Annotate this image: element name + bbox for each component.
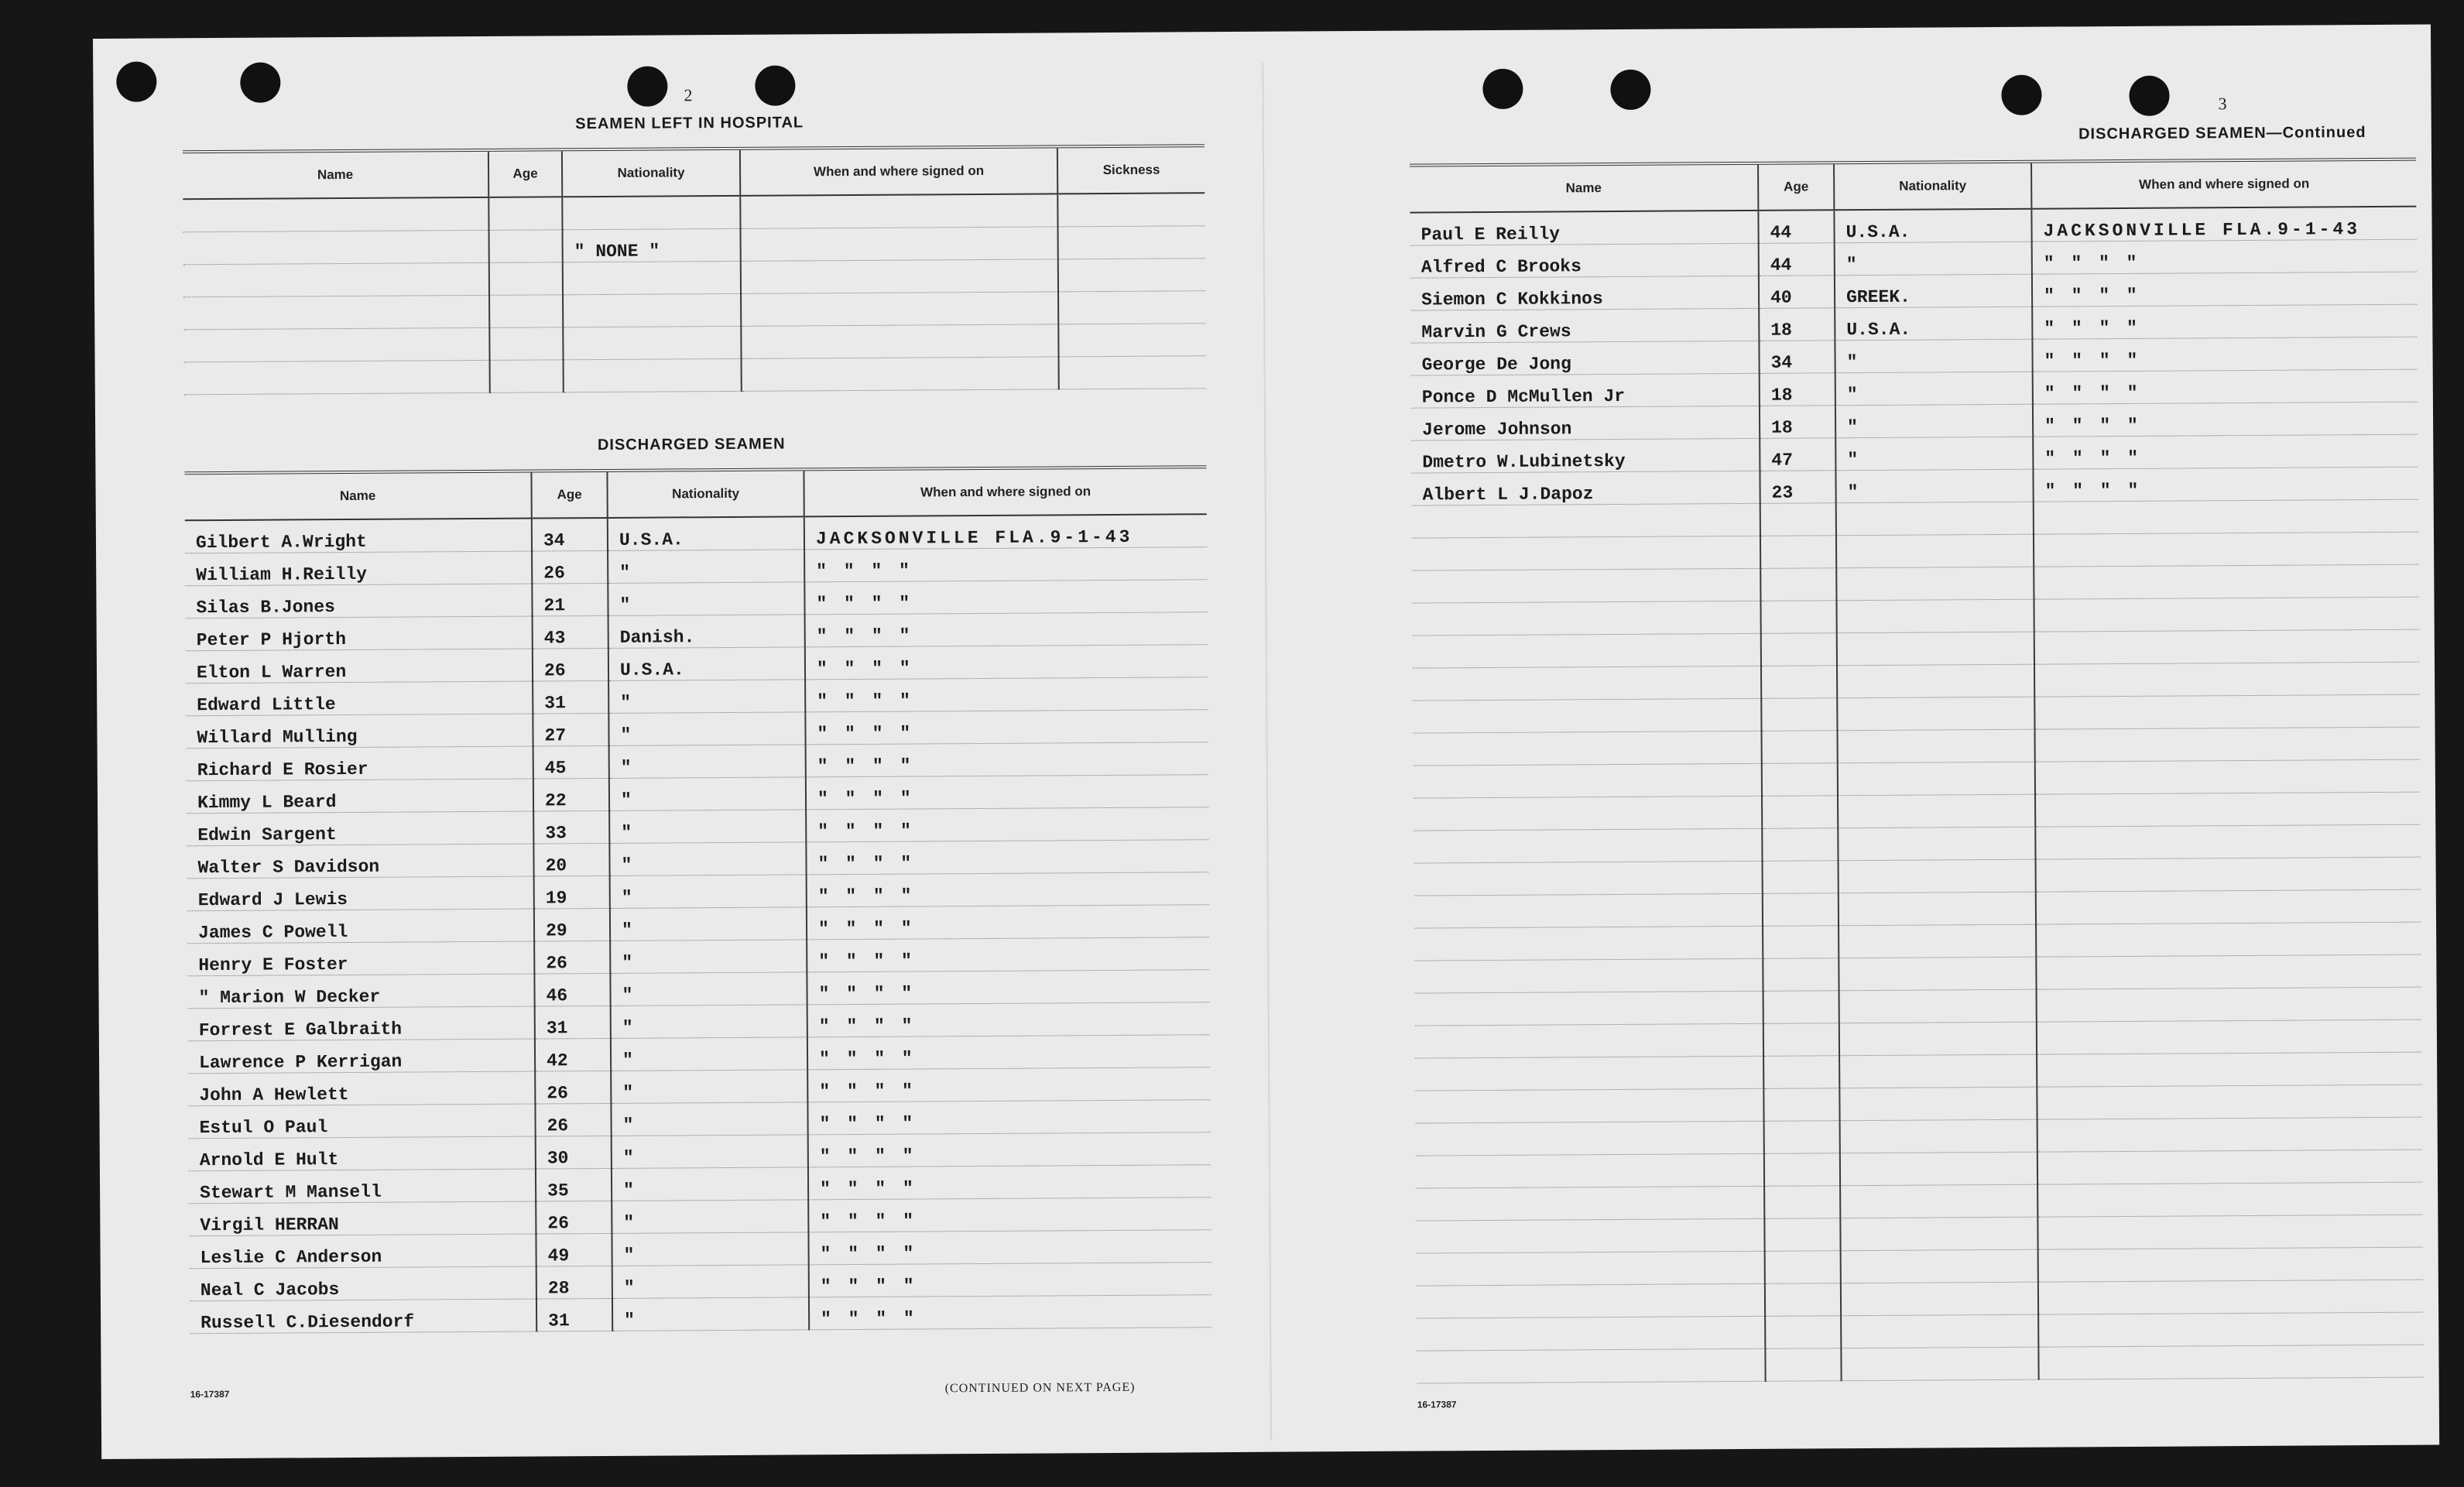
- row-signed-on: [2037, 1150, 2422, 1184]
- row-signed-on: " " " ": [809, 1263, 1211, 1297]
- column-header: Nationality: [1834, 162, 2031, 211]
- row-signed-on: [2034, 597, 2418, 632]
- row-age: 23: [1760, 471, 1835, 504]
- row-signed-on: " " " ": [807, 1035, 1210, 1070]
- row-signed-on: [2037, 1052, 2421, 1087]
- row-age: [1764, 1186, 1840, 1219]
- row-age: [1763, 1056, 1839, 1089]
- row-signed-on: [2037, 1215, 2422, 1249]
- row-age: 45: [533, 745, 609, 779]
- table-row: [190, 1295, 1211, 1334]
- row-name: [1412, 601, 1760, 636]
- row-signed-on: " " " ": [806, 742, 1208, 777]
- row-signed-on: " " " ": [2032, 239, 2417, 274]
- row-signed-on: [2036, 857, 2421, 892]
- row-age: 20: [533, 843, 609, 876]
- row-nationality: [1840, 1119, 2037, 1153]
- row-nationality: [1841, 1249, 2038, 1283]
- row-nationality: ": [608, 680, 805, 714]
- row-signed-on: " " " ": [807, 872, 1209, 907]
- row-nationality: [1838, 794, 2035, 828]
- row-signed-on: " " " ": [804, 580, 1207, 615]
- row-name: [1416, 1186, 1764, 1221]
- row-age: 42: [535, 1038, 611, 1071]
- row-age: 31: [535, 1006, 611, 1039]
- row-age: [1764, 1121, 1840, 1154]
- page-number: 2: [684, 85, 693, 105]
- row-signed-on: [2036, 922, 2421, 957]
- row-age: [1764, 1153, 1840, 1187]
- discharged-continued-title: DISCHARGED SEAMEN—Continued: [2078, 124, 2366, 143]
- discharged-section-title: DISCHARGED SEAMEN: [597, 435, 786, 454]
- row-nationality: [1836, 567, 2034, 601]
- column-header: Age: [531, 471, 607, 519]
- row-name: Russell C.Diesendorf: [190, 1299, 536, 1334]
- row-age: 29: [534, 908, 610, 941]
- row-name: [1415, 1088, 1763, 1123]
- column-header: When and where signed on: [740, 146, 1057, 196]
- hospital-section-title: SEAMEN LEFT IN HOSPITAL: [575, 114, 804, 133]
- row-name: Jerome Johnson: [1411, 406, 1760, 440]
- row-nationality: U.S.A.: [1834, 209, 2031, 243]
- row-name: Marvin G Crews: [1410, 308, 1759, 343]
- discharged-table: [184, 465, 1211, 1334]
- row-name: Peter P Hjorth: [186, 616, 533, 651]
- table-row: [185, 514, 1207, 553]
- row-name: Lawrence P Kerrigan: [188, 1039, 535, 1074]
- row-signed-on: [2037, 987, 2421, 1022]
- table-row: [1417, 1345, 2423, 1383]
- row-signed-on: [2038, 1312, 2423, 1347]
- row-name: [1413, 666, 1761, 701]
- row-nationality: ": [611, 1005, 807, 1039]
- row-age: [1763, 1088, 1839, 1122]
- row-signed-on: " " " ": [808, 1230, 1211, 1265]
- row-name: Stewart M Mansell: [189, 1169, 536, 1204]
- row-signed-on: " " " ": [807, 970, 1209, 1005]
- row-name: [1414, 893, 1763, 928]
- row-name: Gilbert A.Wright: [185, 519, 532, 553]
- continued-note: (CONTINUED ON NEXT PAGE): [944, 1380, 1136, 1396]
- row-nationality: ": [1835, 372, 2033, 406]
- document-sheet: [93, 25, 2439, 1459]
- row-signed-on: " " " ": [805, 645, 1208, 680]
- row-age: [1763, 926, 1839, 959]
- row-nationality: [1838, 729, 2035, 763]
- row-nationality: [1836, 599, 2034, 633]
- row-signed-on: [2034, 499, 2418, 534]
- row-signed-on: " " " ": [805, 612, 1208, 647]
- row-name: Elton L Warren: [186, 649, 533, 684]
- row-age: [1765, 1348, 1841, 1382]
- row-age: [1760, 568, 1836, 601]
- row-age: 21: [532, 583, 608, 616]
- row-nationality: [1839, 1087, 2037, 1121]
- row-signed-on: " " " ": [809, 1295, 1211, 1330]
- row-nationality: ": [612, 1265, 809, 1299]
- row-age: 22: [533, 778, 609, 811]
- row-name: Siemon C Kokkinos: [1410, 276, 1759, 310]
- row-signed-on: [2035, 759, 2420, 794]
- row-signed-on: " " " ": [807, 905, 1209, 940]
- row-name: Edward J Lewis: [187, 876, 534, 911]
- row-name: [1417, 1316, 1765, 1351]
- row-age: 30: [536, 1136, 612, 1169]
- row-name: Albert L J.Dapoz: [1411, 471, 1760, 505]
- row-name: John A Hewlett: [188, 1071, 535, 1106]
- row-age: 35: [536, 1168, 612, 1201]
- row-name: Forrest E Galbraith: [188, 1006, 535, 1041]
- row-name: Henry E Foster: [187, 941, 534, 976]
- row-signed-on: [2034, 532, 2418, 567]
- row-nationality: ": [1835, 339, 2032, 373]
- row-signed-on: [2036, 889, 2421, 924]
- row-nationality: [1839, 989, 2037, 1023]
- row-nationality: ": [612, 1232, 808, 1266]
- row-age: 44: [1758, 210, 1834, 243]
- row-nationality: [1839, 892, 2036, 926]
- row-name: [1413, 633, 1761, 668]
- row-signed-on: [2038, 1247, 2423, 1282]
- row-nationality: ": [1835, 242, 2032, 276]
- row-name: " Marion W Decker: [187, 974, 534, 1009]
- row-age: [1765, 1251, 1841, 1284]
- row-age: [1761, 698, 1837, 732]
- row-nationality: ": [612, 1297, 809, 1331]
- row-nationality: [1839, 924, 2036, 958]
- row-nationality: ": [1835, 469, 2033, 503]
- row-age: 26: [535, 1071, 611, 1104]
- discharged-continued-table: [1410, 158, 2424, 1384]
- row-nationality: ": [611, 1037, 807, 1071]
- row-nationality: GREEK.: [1835, 274, 2032, 308]
- row-signed-on: " " " ": [807, 1002, 1210, 1037]
- row-name: [1412, 503, 1760, 538]
- row-age: 44: [1759, 243, 1835, 276]
- row-name: [1417, 1251, 1765, 1286]
- row-age: [1763, 893, 1839, 927]
- row-signed-on: " " " ": [2033, 402, 2418, 437]
- none-note: " NONE ": [563, 228, 741, 262]
- row-signed-on: [2034, 564, 2418, 599]
- column-header: Name: [1410, 163, 1758, 213]
- hospital-table: [183, 144, 1206, 395]
- row-age: [1764, 1218, 1840, 1252]
- row-name: James C Powell: [187, 909, 534, 944]
- row-nationality: [1837, 632, 2034, 666]
- row-name: Leslie C Anderson: [189, 1234, 536, 1269]
- row-signed-on: " " " ": [2033, 434, 2418, 469]
- row-name: [1414, 958, 1763, 993]
- row-name: [1415, 1023, 1763, 1058]
- row-name: Edward Little: [186, 681, 533, 716]
- row-name: Paul E Reilly: [1410, 211, 1758, 245]
- row-name: Estul O Paul: [188, 1104, 535, 1139]
- row-age: 34: [1759, 341, 1835, 374]
- row-nationality: [1837, 697, 2034, 731]
- row-age: 31: [536, 1298, 612, 1331]
- row-name: William H.Reilly: [185, 551, 532, 586]
- row-nationality: [1840, 1217, 2037, 1251]
- row-nationality: [1839, 1022, 2037, 1056]
- row-age: 26: [532, 550, 608, 584]
- row-nationality: ": [610, 940, 807, 974]
- row-nationality: ": [612, 1135, 808, 1169]
- row-nationality: ": [611, 1102, 807, 1136]
- row-age: 26: [536, 1201, 612, 1234]
- row-age: [1760, 503, 1836, 536]
- row-age: [1760, 536, 1836, 569]
- row-signed-on: " " " ": [807, 937, 1209, 972]
- row-age: 43: [533, 615, 608, 649]
- row-signed-on: [2038, 1345, 2423, 1379]
- row-nationality: ": [1835, 404, 2033, 438]
- row-signed-on: " " " ": [808, 1132, 1211, 1167]
- column-header: Age: [1758, 163, 1834, 211]
- row-age: 49: [536, 1233, 612, 1266]
- row-nationality: [1837, 664, 2034, 698]
- row-name: [1412, 536, 1760, 570]
- row-name: [1414, 796, 1762, 831]
- column-header: Age: [488, 149, 562, 197]
- row-name: Richard E Rosier: [187, 746, 533, 781]
- row-signed-on: " " " ": [2032, 304, 2417, 339]
- row-nationality: Danish.: [608, 615, 805, 649]
- row-nationality: [1841, 1282, 2038, 1316]
- row-name: [1415, 991, 1763, 1026]
- row-name: Alfred C Brooks: [1410, 243, 1759, 278]
- row-name: Ponce D McMullen Jr: [1411, 373, 1760, 408]
- column-header: Sickness: [1057, 146, 1205, 194]
- row-name: Kimmy L Beard: [187, 779, 533, 814]
- row-signed-on: JACKSONVILLE FLA.9-1-43: [804, 514, 1207, 550]
- row-signed-on: " " " ": [807, 1067, 1210, 1102]
- row-signed-on: [2037, 1019, 2421, 1054]
- row-name: Arnold E Hult: [189, 1136, 536, 1171]
- row-name: George De Jong: [1410, 341, 1759, 375]
- row-signed-on: [2037, 1182, 2422, 1217]
- row-nationality: ": [608, 550, 804, 584]
- column-header: Nationality: [562, 149, 740, 197]
- row-nationality: ": [612, 1167, 808, 1201]
- row-name: [1414, 926, 1763, 961]
- row-signed-on: " " " ": [806, 775, 1208, 810]
- row-signed-on: JACKSONVILLE FLA.9-1-43: [2031, 207, 2416, 242]
- row-signed-on: " " " ": [808, 1197, 1211, 1232]
- row-name: [1414, 763, 1762, 798]
- row-age: [1761, 633, 1837, 666]
- row-age: 18: [1760, 373, 1835, 406]
- row-signed-on: " " " ": [806, 807, 1208, 842]
- row-nationality: [1838, 827, 2035, 861]
- row-signed-on: [2037, 1084, 2421, 1119]
- row-signed-on: " " " ": [805, 677, 1208, 712]
- row-age: 46: [534, 973, 610, 1006]
- row-signed-on: [2034, 629, 2419, 664]
- row-nationality: U.S.A.: [608, 647, 805, 681]
- row-nationality: ": [610, 972, 807, 1006]
- row-nationality: [1838, 762, 2035, 796]
- row-nationality: [1836, 534, 2034, 568]
- row-age: [1763, 958, 1839, 992]
- row-signed-on: [2034, 662, 2419, 697]
- row-name: Dmetro W.Lubinetsky: [1411, 438, 1760, 473]
- row-age: [1762, 763, 1838, 797]
- row-name: [1417, 1348, 1765, 1383]
- row-nationality: ": [611, 1070, 807, 1104]
- row-nationality: ": [609, 842, 806, 876]
- row-signed-on: " " " ": [805, 710, 1208, 745]
- row-age: [1763, 861, 1839, 894]
- row-signed-on: " " " ": [808, 1165, 1211, 1200]
- row-nationality: ": [609, 777, 806, 811]
- row-nationality: ": [608, 582, 804, 616]
- column-header: Name: [183, 150, 488, 199]
- row-signed-on: " " " ": [2032, 337, 2417, 372]
- row-name: Walter S Davidson: [187, 844, 533, 879]
- row-nationality: ": [610, 907, 807, 941]
- row-name: [1414, 731, 1762, 766]
- row-nationality: ": [612, 1200, 808, 1234]
- row-signed-on: " " " ": [807, 1100, 1210, 1135]
- row-age: 34: [532, 518, 608, 551]
- column-header: Nationality: [607, 469, 804, 518]
- row-age: [1762, 796, 1838, 829]
- row-age: 40: [1759, 276, 1835, 309]
- row-name: [1416, 1153, 1764, 1188]
- form-number: 16-17387: [1417, 1399, 1457, 1410]
- row-signed-on: " " " ": [804, 547, 1207, 582]
- row-nationality: [1839, 957, 2036, 991]
- row-age: [1762, 731, 1838, 764]
- row-signed-on: " " " ": [2032, 272, 2417, 307]
- row-signed-on: [2034, 727, 2419, 762]
- row-nationality: ": [608, 712, 805, 746]
- row-name: [1414, 861, 1763, 896]
- left-page: [93, 32, 1270, 1459]
- row-nationality: [1841, 1314, 2038, 1348]
- row-name: [1416, 1121, 1764, 1156]
- row-nationality: U.S.A.: [608, 516, 804, 550]
- row-nationality: ": [609, 810, 806, 844]
- row-age: 27: [533, 713, 608, 746]
- row-signed-on: [2036, 954, 2421, 989]
- row-age: 26: [533, 648, 608, 681]
- row-age: [1765, 1316, 1841, 1349]
- row-signed-on: " " " ": [2033, 369, 2418, 404]
- row-name: [1417, 1283, 1765, 1318]
- table-row: [184, 356, 1206, 395]
- row-signed-on: [2034, 694, 2419, 729]
- page-number: 3: [2218, 94, 2227, 114]
- row-nationality: [1840, 1152, 2037, 1186]
- row-signed-on: " " " ": [806, 840, 1208, 875]
- row-age: [1763, 991, 1839, 1024]
- column-header: When and where signed on: [804, 467, 1206, 516]
- row-nationality: [1836, 502, 2034, 536]
- row-name: Neal C Jacobs: [190, 1266, 536, 1301]
- row-age: [1762, 828, 1838, 862]
- row-signed-on: [2035, 792, 2420, 827]
- row-name: Virgil HERRAN: [189, 1201, 536, 1236]
- row-age: [1760, 601, 1836, 634]
- row-age: 33: [533, 810, 609, 844]
- column-header: Name: [184, 471, 531, 521]
- row-age: [1761, 666, 1837, 699]
- row-age: 19: [534, 875, 610, 909]
- row-name: Silas B.Jones: [185, 584, 532, 618]
- row-signed-on: [2035, 824, 2420, 859]
- row-signed-on: " " " ": [2033, 467, 2418, 502]
- row-age: 26: [535, 1103, 611, 1136]
- column-header: When and where signed on: [2031, 159, 2416, 209]
- row-age: 47: [1760, 438, 1835, 471]
- row-age: 26: [534, 941, 610, 974]
- row-name: [1416, 1218, 1764, 1253]
- row-age: 18: [1760, 406, 1835, 439]
- row-name: Edwin Sargent: [187, 811, 533, 846]
- row-signed-on: [2037, 1117, 2422, 1152]
- row-nationality: ": [1835, 437, 2033, 471]
- row-nationality: [1841, 1347, 2038, 1381]
- right-page: [1266, 25, 2439, 1452]
- row-name: [1413, 698, 1761, 733]
- row-name: [1414, 828, 1762, 863]
- row-age: 28: [536, 1266, 612, 1299]
- table-row: [1410, 207, 2416, 245]
- row-age: 31: [533, 680, 608, 714]
- row-nationality: ": [609, 745, 806, 779]
- row-nationality: [1839, 1054, 2037, 1088]
- row-nationality: U.S.A.: [1835, 307, 2032, 341]
- row-nationality: ": [610, 875, 807, 909]
- row-age: [1765, 1283, 1841, 1317]
- row-signed-on: [2038, 1280, 2423, 1314]
- row-age: [1763, 1023, 1839, 1057]
- row-name: Willard Mulling: [186, 714, 533, 749]
- row-nationality: [1839, 859, 2036, 893]
- row-name: [1412, 568, 1760, 603]
- form-number: 16-17387: [190, 1388, 230, 1400]
- row-name: [1415, 1056, 1763, 1091]
- row-nationality: [1840, 1184, 2037, 1218]
- row-age: 18: [1759, 308, 1835, 341]
